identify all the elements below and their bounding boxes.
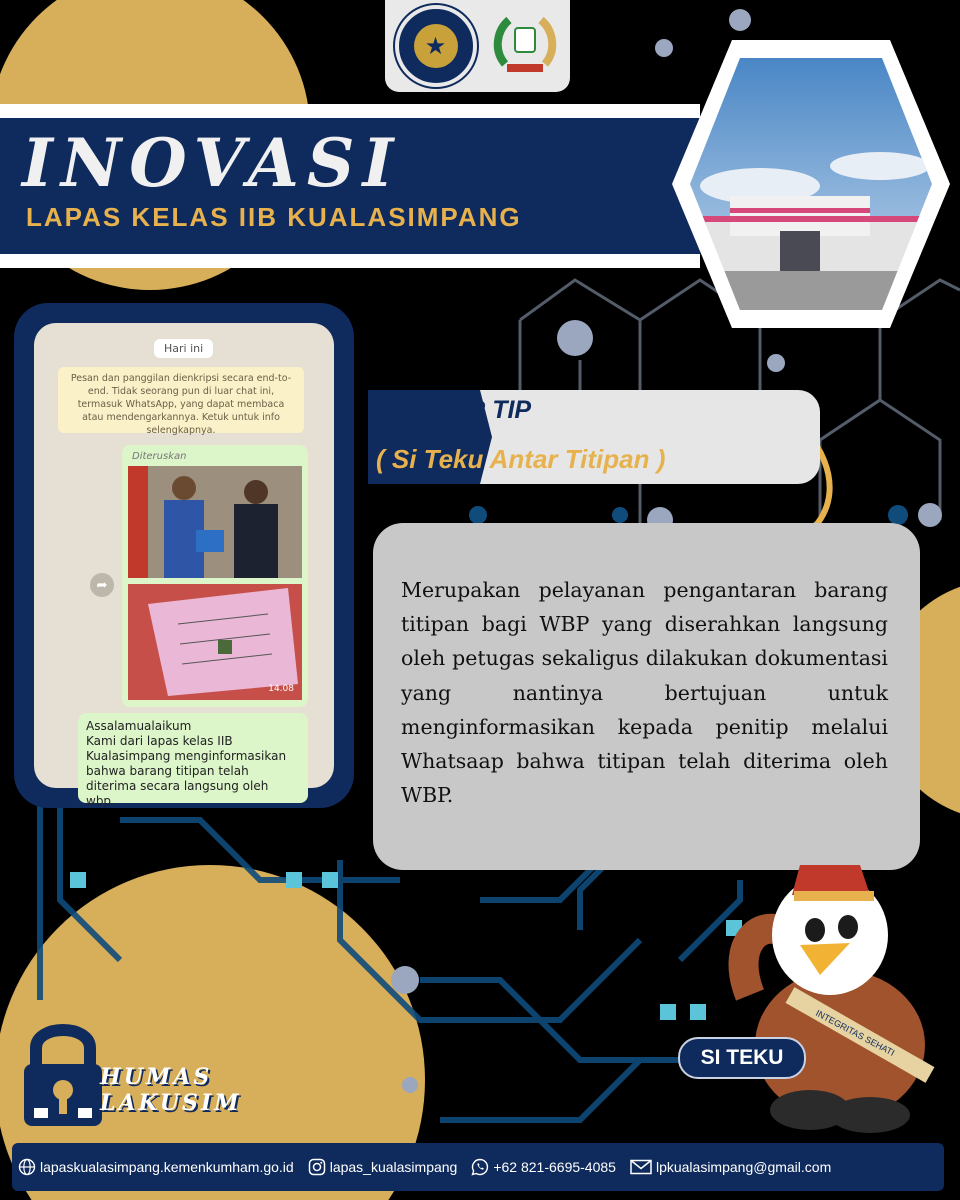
image-timestamp: 14.08 [268, 684, 294, 694]
hex-network-dots-dark [469, 505, 908, 525]
mascot-label: SI TEKU [678, 1037, 806, 1079]
footer-website[interactable] [18, 1158, 294, 1176]
email-text: lpkualasimpang@gmail.com [655, 1159, 832, 1175]
instagram-text: lapas_kualasimpang [329, 1159, 458, 1175]
encryption-notice: Pesan dan panggilan dienkripsi secara end-to-end. Tidak seorang pun di luar chat ini, termasuk WhatsApp, yang dapat membaca atau mendengarkannya. Ketuk untuk info selengkapnya. [58, 367, 304, 433]
website-text: lapaskualasimpang.kemenkumham.go.id [40, 1159, 294, 1175]
handover-photo [128, 466, 302, 578]
ministry-emblem [395, 5, 477, 87]
footer-phone[interactable] [471, 1158, 616, 1176]
whatsapp-screenshot [14, 303, 354, 808]
innovation-expansion: ( Si Teku Antar Titipan ) [376, 444, 666, 474]
padlock-icon [22, 1018, 104, 1128]
phone-text: +62 821-6695-4085 [493, 1159, 616, 1175]
pemasyarakatan-wreath-icon [489, 10, 561, 82]
globe-icon [18, 1158, 36, 1176]
humas-line1: HUMAS [100, 1064, 213, 1090]
contact-footer [12, 1143, 944, 1191]
forwarded-label: Diteruskan [132, 451, 187, 462]
footer-email[interactable] [630, 1158, 831, 1176]
garuda-icon: ★ [414, 24, 458, 68]
eagle-mascot-icon [720, 825, 950, 1135]
institution-logos [385, 0, 570, 92]
page-subtitle: LAPAS KELAS IIB KUALASIMPANG [26, 202, 522, 232]
forward-icon: ➦ [90, 573, 114, 597]
humas-logo-text [100, 1064, 242, 1116]
whatsapp-icon [471, 1158, 489, 1176]
receipt-photo [128, 584, 302, 700]
footer-instagram[interactable] [308, 1158, 458, 1176]
description-box [373, 523, 920, 870]
building-photo [670, 36, 952, 332]
chat-date-chip: Hari ini [154, 339, 213, 358]
mail-icon [630, 1158, 652, 1176]
innovation-name: SIANTAR TIP [376, 396, 532, 424]
instagram-icon [308, 1158, 326, 1176]
humas-line2: LAKUSIM [100, 1090, 242, 1116]
page-title: INOVASI [22, 124, 402, 202]
chat-screen [34, 323, 334, 808]
chat-text-message: Assalamualaikum Kami dari lapas kelas IIB Kualasimpang menginformasikan bahwa barang titipan telah diterima secara langsung oleh wbp. [78, 713, 308, 803]
mascot-sash-text: INTEGRITAS SEHATI [814, 1007, 897, 1058]
innovation-description: Merupakan pelayanan pengantaran barang titipan bagi WBP yang diserahkan langsung oleh petugas sekaligus dilakukan dokumentasi yang nantinya bertujuan untuk menginformasikan kepada penitip melalui Whatsaap bahwa titipan telah diterima oleh WBP. [401, 578, 888, 808]
forwarded-image-message [122, 445, 308, 707]
